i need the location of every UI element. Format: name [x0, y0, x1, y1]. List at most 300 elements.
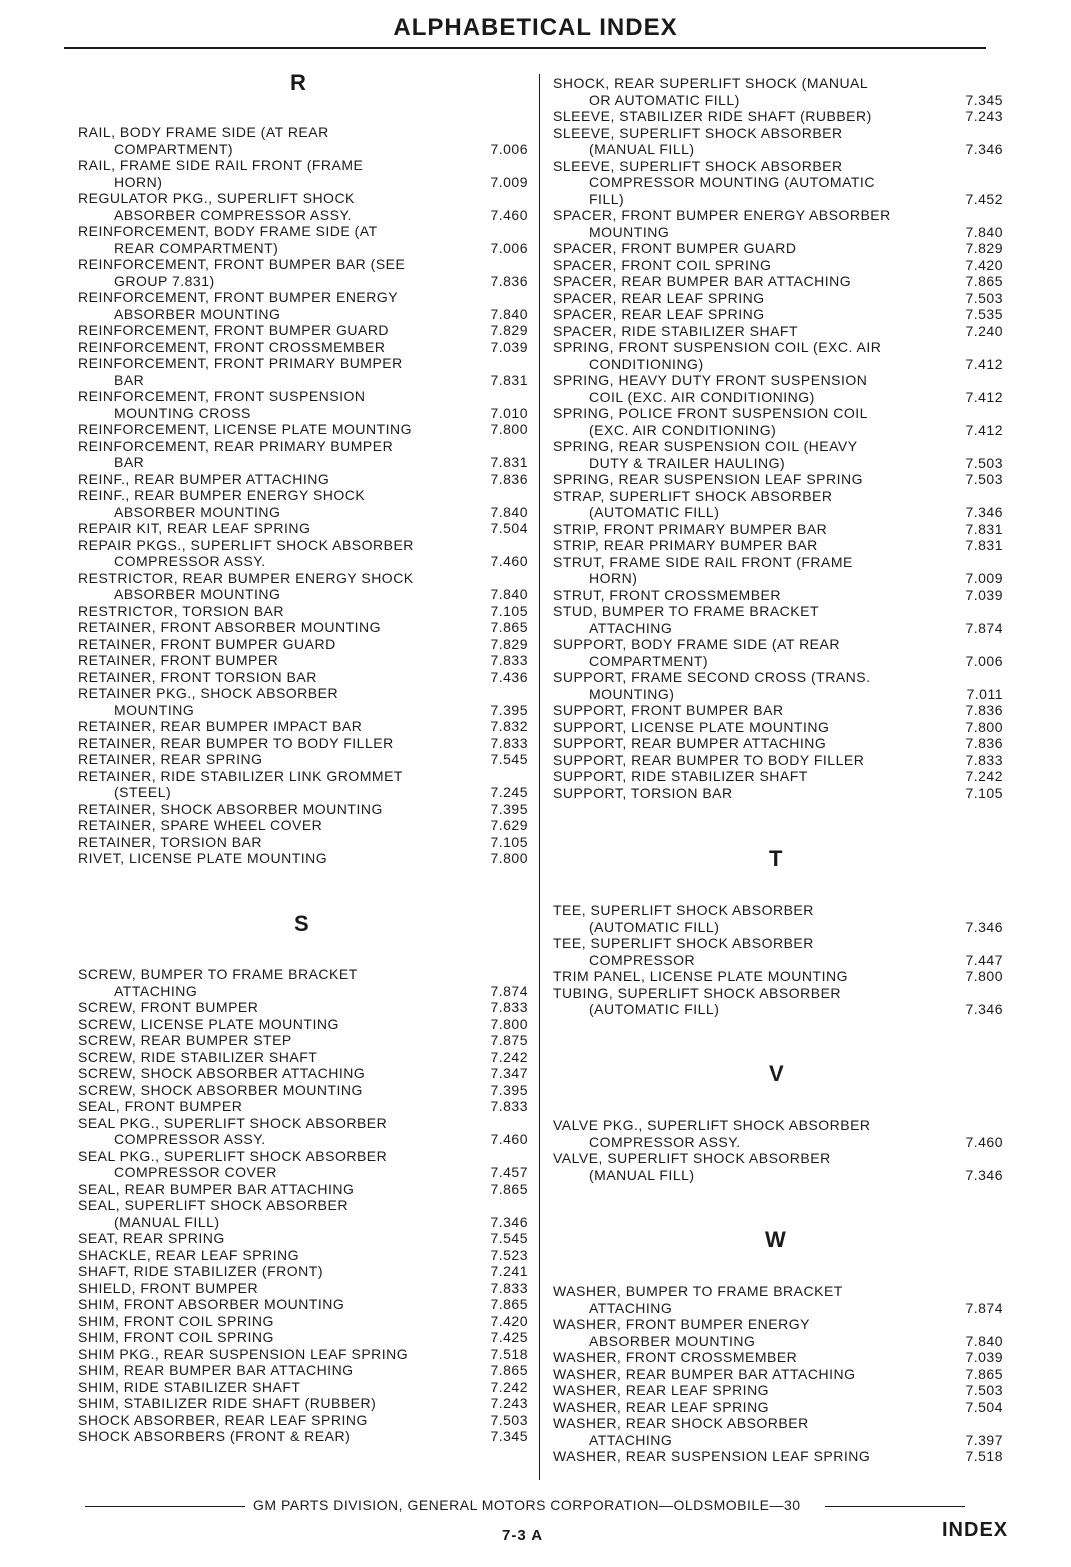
- title-rule: [64, 47, 986, 49]
- index-entry-text: SUPPORT, TORSION BAR: [553, 784, 733, 801]
- index-entry-line: [78, 966, 538, 983]
- index-page-number: 7.460: [490, 206, 528, 223]
- index-page-number: 7.800: [965, 968, 1003, 984]
- index-entry: [78, 1395, 538, 1412]
- index-entry-text: SPACER, REAR LEAF SPRING: [553, 306, 765, 322]
- index-entry-text: SHOCK ABSORBERS (FRONT & REAR): [78, 1428, 351, 1444]
- index-page-number: 7.105: [490, 833, 528, 850]
- index-entry: [78, 1296, 538, 1313]
- index-page-number: 7.523: [490, 1246, 528, 1263]
- index-page-number: 7.105: [965, 784, 1003, 801]
- index-entry-text: REINFORCEMENT, FRONT BUMPER ENERGY: [78, 289, 399, 305]
- index-entry-text: ATTACHING: [589, 619, 673, 636]
- index-entry-line: [553, 422, 1013, 439]
- index-entry-line: [78, 454, 538, 471]
- index-entry-text: FILL): [589, 190, 625, 207]
- index-entry-line: [553, 1167, 1013, 1184]
- index-entry: [553, 75, 1013, 108]
- index-entry-text: SLEEVE, STABILIZER RIDE SHAFT (RUBBER): [553, 108, 872, 124]
- index-entry-line: [78, 751, 538, 768]
- index-entry: [78, 355, 538, 388]
- index-page-number: 7.874: [965, 619, 1003, 636]
- index-entry-text: ATTACHING: [589, 1299, 673, 1316]
- index-entry: [78, 685, 538, 718]
- index-entry: [78, 636, 538, 653]
- index-entry: [78, 1049, 538, 1066]
- index-entry-text: RETAINER, FRONT BUMPER GUARD: [78, 635, 336, 652]
- index-entry: [553, 785, 1013, 802]
- index-page-number: 7.346: [490, 1213, 528, 1230]
- index-entry-text: REINFORCEMENT, FRONT SUSPENSION: [78, 388, 366, 404]
- index-entry-text: (MANUAL FILL): [589, 141, 695, 157]
- index-entry-line: [553, 653, 1013, 670]
- index-entry-line: [78, 652, 538, 669]
- index-page-number: 7.503: [965, 454, 1003, 471]
- index-page-number: 7.836: [490, 470, 528, 487]
- index-entry-line: [78, 999, 538, 1016]
- index-entry: [78, 1313, 538, 1330]
- index-entry-line: [553, 1448, 1013, 1465]
- index-page-number: 7.242: [490, 1378, 528, 1395]
- index-entry: [78, 817, 538, 834]
- index-entry: [553, 603, 1013, 636]
- index-entry: [78, 157, 538, 190]
- index-entry-line: [553, 158, 1013, 175]
- index-entry-text: SHIM, FRONT ABSORBER MOUNTING: [78, 1296, 345, 1312]
- index-entry-text: SUPPORT, RIDE STABILIZER SHAFT: [553, 768, 808, 784]
- index-entry-line: [78, 553, 538, 570]
- index-entry-line: [553, 985, 1013, 1002]
- index-entry: [553, 207, 1013, 240]
- index-entry: [78, 834, 538, 851]
- index-entry-line: [78, 190, 538, 207]
- footer-publisher: GM PARTS DIVISION, GENERAL MOTORS CORPORATION—OLDSMOBILE—30: [253, 1497, 801, 1513]
- index-entry: [553, 985, 1013, 1018]
- index-entry-line: [78, 537, 538, 554]
- index-page-number: 7.412: [965, 388, 1003, 405]
- index-entry-text: SCREW, LICENSE PLATE MOUNTING: [78, 1015, 339, 1032]
- index-entry-line: [553, 191, 1013, 208]
- index-entry-text: ABSORBER MOUNTING: [114, 305, 281, 322]
- index-entry: [553, 1283, 1013, 1316]
- page-number: 7-3 A: [502, 1527, 544, 1544]
- index-entry-line: [553, 935, 1013, 952]
- index-entry-text: RAIL, FRAME SIDE RAIL FRONT (FRAME: [78, 157, 364, 173]
- index-page-number: 7.833: [490, 652, 528, 668]
- index-entry-line: [553, 323, 1013, 340]
- index-entry-line: [553, 1366, 1013, 1383]
- index-entry: [78, 1346, 538, 1363]
- index-entry-text: RETAINER, SPARE WHEEL COVER: [78, 817, 323, 833]
- index-entry: [553, 902, 1013, 935]
- index-entry-text: (MANUAL FILL): [114, 1213, 220, 1230]
- footer-rule-right: [825, 1506, 965, 1507]
- index-page-number: 7.006: [490, 239, 528, 256]
- index-entry-line: [553, 620, 1013, 637]
- index-entry-text: SPACER, FRONT COIL SPRING: [553, 256, 772, 273]
- index-entry: [78, 603, 538, 620]
- index-entry-text: COIL (EXC. AIR CONDITIONING): [589, 388, 815, 405]
- index-entry-line: [78, 487, 538, 504]
- index-entry-text: SPACER, REAR BUMPER BAR ATTACHING: [553, 273, 852, 289]
- index-entry: [553, 1448, 1013, 1465]
- index-entry-text: BAR: [114, 454, 145, 470]
- index-entry: [78, 1098, 538, 1115]
- index-page-number: 7.865: [490, 619, 528, 635]
- index-entry: [78, 1428, 538, 1445]
- index-entry-line: [553, 570, 1013, 587]
- index-entry-text: REAR COMPARTMENT): [114, 239, 279, 256]
- index-page-number: 7.800: [490, 1015, 528, 1032]
- index-entry: [78, 768, 538, 801]
- index-page-number: 7.039: [965, 586, 1003, 603]
- index-entry-text: SUPPORT, REAR BUMPER TO BODY FILLER: [553, 751, 865, 768]
- index-entry-text: ABSORBER MOUNTING: [589, 1332, 756, 1349]
- index-page-number: 7.865: [965, 273, 1003, 289]
- index-entry-text: VALVE, SUPERLIFT SHOCK ABSORBER: [553, 1150, 831, 1166]
- index-entry: [78, 1181, 538, 1198]
- index-entry-line: [553, 702, 1013, 719]
- index-entry-line: [78, 1098, 538, 1115]
- index-entry-text: WASHER, REAR LEAF SPRING: [553, 1382, 770, 1398]
- index-page-number: 7.829: [965, 240, 1003, 256]
- index-page-number: 7.833: [490, 1098, 528, 1114]
- index-page-number: 7.545: [490, 751, 528, 767]
- index-entry: [78, 1032, 538, 1049]
- index-entry-line: [78, 834, 538, 851]
- index-entry-line: [78, 636, 538, 653]
- index-entry-line: [553, 141, 1013, 158]
- index-entry: [553, 1150, 1013, 1183]
- index-entry-text: SPRING, HEAVY DUTY FRONT SUSPENSION: [553, 372, 868, 388]
- index-entry-line: [553, 372, 1013, 389]
- index-entry-text: COMPRESSOR ASSY.: [114, 1131, 266, 1147]
- index-entry-text: RETAINER, FRONT TORSION BAR: [78, 668, 317, 685]
- index-entry: [553, 240, 1013, 257]
- index-entry-text: REINF., REAR BUMPER ATTACHING: [78, 470, 330, 487]
- index-entry-line: [78, 1362, 538, 1379]
- index-page-number: 7.395: [490, 701, 528, 718]
- index-page-number: 7.397: [965, 1431, 1003, 1448]
- index-entry-text: ABSORBER MOUNTING: [114, 586, 281, 602]
- index-entry: [78, 339, 538, 356]
- index-entry: [78, 471, 538, 488]
- index-entry-text: STRUT, FRAME SIDE RAIL FRONT (FRAME: [553, 553, 853, 570]
- index-entry-line: [78, 157, 538, 174]
- index-entry: [553, 158, 1013, 208]
- index-entry-line: [78, 702, 538, 719]
- index-entry: [78, 1247, 538, 1264]
- index-entry-text: SLEEVE, SUPERLIFT SHOCK ABSORBER: [553, 124, 843, 141]
- index-entry: [553, 752, 1013, 769]
- index-entry-line: [553, 92, 1013, 109]
- index-page-number: 7.447: [965, 951, 1003, 968]
- index-entry-line: [553, 1432, 1013, 1449]
- index-entry-text: SHOCK, REAR SUPERLIFT SHOCK (MANUAL: [553, 75, 869, 91]
- index-entry: [78, 322, 538, 339]
- index-entry-line: [78, 240, 538, 257]
- index-page-number: 7.395: [490, 800, 528, 817]
- index-entry-line: [78, 273, 538, 290]
- index-entry-line: [553, 1283, 1013, 1300]
- index-page-number: 7.243: [965, 108, 1003, 124]
- index-entry-text: SCREW, RIDE STABILIZER SHAFT: [78, 1048, 318, 1065]
- index-entry-text: STRIP, FRONT PRIMARY BUMPER BAR: [553, 520, 828, 537]
- index-entry-line: [78, 223, 538, 240]
- index-entry: [78, 1329, 538, 1346]
- index-page-number: 7.105: [490, 602, 528, 619]
- index-entry-text: SCREW, FRONT BUMPER: [78, 999, 259, 1015]
- index-entry-text: COMPRESSOR ASSY.: [114, 553, 266, 569]
- index-page-number: 7.346: [965, 1001, 1003, 1017]
- index-page-number: 7.629: [490, 817, 528, 833]
- index-entry-text: SEAT, REAR SPRING: [78, 1230, 225, 1246]
- index-entry-line: [553, 686, 1013, 703]
- index-entry-line: [78, 471, 538, 488]
- index-entry: [78, 735, 538, 752]
- index-entry-text: MOUNTING: [589, 223, 670, 240]
- index-entry: [553, 372, 1013, 405]
- index-entry-line: [553, 488, 1013, 505]
- index-entry-text: SEAL, FRONT BUMPER: [78, 1098, 243, 1114]
- index-entry-line: [553, 537, 1013, 554]
- index-entry: [553, 323, 1013, 340]
- index-page-number: 7.836: [490, 272, 528, 289]
- index-entry: [78, 190, 538, 223]
- index-entry-text: SPRING, REAR SUSPENSION LEAF SPRING: [553, 471, 864, 487]
- index-page-number: 7.875: [490, 1032, 528, 1048]
- index-entry-text: CONDITIONING): [589, 355, 704, 372]
- index-entry-line: [78, 1263, 538, 1280]
- index-page-number: 7.800: [965, 718, 1003, 735]
- index-entry: [78, 1148, 538, 1181]
- index-entry-line: [78, 983, 538, 1000]
- index-entry-line: [553, 1300, 1013, 1317]
- index-entry-line: [78, 718, 538, 735]
- index-entry-line: [553, 521, 1013, 538]
- index-page-number: 7.504: [490, 520, 528, 536]
- index-entry-text: SHOCK ABSORBER, REAR LEAF SPRING: [78, 1411, 368, 1428]
- index-page-number: 7.347: [490, 1065, 528, 1081]
- index-entry-text: COMPARTMENT): [114, 140, 234, 157]
- index-entry-text: RESTRICTOR, TORSION BAR: [78, 602, 284, 619]
- index-entry-text: SHACKLE, REAR LEAF SPRING: [78, 1246, 300, 1263]
- index-page-number: 7.346: [965, 504, 1003, 520]
- index-entry-text: STRAP, SUPERLIFT SHOCK ABSORBER: [553, 487, 833, 504]
- index-entry-line: [78, 1296, 538, 1313]
- index-entry-line: [78, 1379, 538, 1396]
- index-page-number: 7.833: [490, 734, 528, 751]
- index-entry-line: [553, 108, 1013, 125]
- index-entry: [78, 1263, 538, 1280]
- index-entry-text: SEAL, SUPERLIFT SHOCK ABSORBER: [78, 1197, 348, 1213]
- index-entry: [553, 968, 1013, 985]
- index-entry-text: RETAINER, REAR BUMPER IMPACT BAR: [78, 718, 363, 734]
- index-entry-line: [553, 752, 1013, 769]
- index-entry-line: [78, 207, 538, 224]
- index-entry: [553, 636, 1013, 669]
- index-entry-line: [78, 1313, 538, 1330]
- index-page-number: 7.840: [965, 1332, 1003, 1349]
- index-entry-line: [78, 735, 538, 752]
- index-entry-line: [78, 256, 538, 273]
- index-entry-line: [78, 1247, 538, 1264]
- index-entry-line: [78, 1197, 538, 1214]
- index-entry-text: SHIM PKG., REAR SUSPENSION LEAF SPRING: [78, 1345, 409, 1362]
- index-entry: [553, 719, 1013, 736]
- index-entry-text: SPRING, FRONT SUSPENSION COIL (EXC. AIR: [553, 339, 882, 355]
- index-entry-text: REPAIR PKGS., SUPERLIFT SHOCK ABSORBER: [78, 536, 414, 553]
- index-entry-text: RETAINER, FRONT ABSORBER MOUNTING: [78, 619, 382, 635]
- index-page-number: 7.395: [490, 1081, 528, 1098]
- index-entry-line: [553, 1134, 1013, 1151]
- index-page-number: 7.006: [965, 652, 1003, 669]
- index-entry: [78, 850, 538, 867]
- index-entry-text: SPACER, FRONT BUMPER GUARD: [553, 240, 797, 256]
- index-entry-text: REINFORCEMENT, FRONT CROSSMEMBER: [78, 338, 386, 355]
- index-entry-line: [553, 504, 1013, 521]
- index-entry-line: [78, 1148, 538, 1165]
- index-entry: [78, 801, 538, 818]
- index-page-number: 7.831: [965, 520, 1003, 537]
- index-entry-text: COMPRESSOR ASSY.: [589, 1133, 741, 1150]
- index-entry-text: SPACER, REAR LEAF SPRING: [553, 289, 765, 306]
- index-entry: [78, 537, 538, 570]
- index-entry-text: ABSORBER COMPRESSOR ASSY.: [114, 206, 352, 223]
- index-entry-text: SEAL, REAR BUMPER BAR ATTACHING: [78, 1180, 355, 1197]
- index-entry-text: SUPPORT, FRONT BUMPER BAR: [553, 702, 784, 718]
- index-entry-line: [553, 719, 1013, 736]
- index-entry-line: [553, 75, 1013, 92]
- index-entry: [553, 339, 1013, 372]
- index-page-number: 7.518: [965, 1448, 1003, 1464]
- index-entry-line: [553, 919, 1013, 936]
- index-entry: [78, 619, 538, 636]
- index-page-number: 7.006: [490, 140, 528, 157]
- index-entry-text: ATTACHING: [589, 1431, 673, 1448]
- index-entry: [78, 1362, 538, 1379]
- index-page-number: 7.457: [490, 1164, 528, 1180]
- index-page-number: 7.518: [490, 1345, 528, 1362]
- index-entry-text: REINFORCEMENT, FRONT BUMPER BAR (SEE: [78, 256, 406, 272]
- index-entry-line: [553, 1316, 1013, 1333]
- index-page-number: 7.345: [490, 1428, 528, 1444]
- index-entry-text: GROUP 7.831): [114, 272, 215, 289]
- index-entry-text: RESTRICTOR, REAR BUMPER ENERGY SHOCK: [78, 569, 414, 586]
- index-entry-text: RETAINER, SHOCK ABSORBER MOUNTING: [78, 800, 383, 817]
- index-entry-line: [553, 455, 1013, 472]
- index-page-number: 7.833: [490, 999, 528, 1015]
- index-entry-line: [78, 1230, 538, 1247]
- index-entry-line: [553, 1117, 1013, 1134]
- index-entry-text: REINFORCEMENT, BODY FRAME SIDE (AT: [78, 223, 378, 239]
- index-page-number: 7.865: [490, 1296, 528, 1312]
- index-entry-line: [78, 124, 538, 141]
- index-page-number: 7.836: [965, 735, 1003, 751]
- index-page-number: 7.503: [965, 471, 1003, 487]
- index-page-number: 7.840: [965, 223, 1003, 240]
- index-entry-line: [553, 1150, 1013, 1167]
- index-entry: [553, 554, 1013, 587]
- index-entry-text: BAR: [114, 371, 145, 388]
- page-title: ALPHABETICAL INDEX: [393, 14, 678, 41]
- index-page-number: 7.840: [490, 503, 528, 520]
- index-entry-line: [553, 669, 1013, 686]
- index-entry-line: [78, 504, 538, 521]
- index-page-number: 7.039: [965, 1349, 1003, 1365]
- index-entry-line: [78, 619, 538, 636]
- index-entry-line: [553, 405, 1013, 422]
- index-entry: [78, 289, 538, 322]
- index-entry-text: (EXC. AIR CONDITIONING): [589, 421, 777, 438]
- index-page-number: 7.800: [490, 850, 528, 866]
- index-page-number: 7.243: [490, 1395, 528, 1411]
- index-entry-text: REINFORCEMENT, LICENSE PLATE MOUNTING: [78, 421, 413, 437]
- index-entry-text: RETAINER PKG., SHOCK ABSORBER: [78, 685, 339, 701]
- index-entry-text: REINFORCEMENT, FRONT BUMPER GUARD: [78, 322, 390, 338]
- index-entry-line: [78, 1016, 538, 1033]
- index-entry-line: [78, 289, 538, 306]
- index-entry: [553, 257, 1013, 274]
- index-entry: [78, 1379, 538, 1396]
- footer-rule-left: [85, 1506, 245, 1507]
- index-entry-line: [553, 1333, 1013, 1350]
- index-entry-text: ATTACHING: [114, 982, 198, 999]
- index-page-number: 7.832: [490, 718, 528, 734]
- index-entry-text: SPRING, REAR SUSPENSION COIL (HEAVY: [553, 438, 858, 454]
- index-entry-line: [78, 1131, 538, 1148]
- index-entry: [78, 1412, 538, 1429]
- index-entry-line: [553, 554, 1013, 571]
- index-entry-line: [78, 1280, 538, 1297]
- index-entry-line: [553, 438, 1013, 455]
- index-entry-text: SHIM, REAR BUMPER BAR ATTACHING: [78, 1362, 354, 1378]
- index-entry-line: [553, 257, 1013, 274]
- index-entry: [553, 735, 1013, 752]
- index-entry: [78, 388, 538, 421]
- index-entry-line: [78, 1082, 538, 1099]
- index-entry: [78, 1016, 538, 1033]
- index-page-number: 7.346: [965, 1166, 1003, 1183]
- index-entry-line: [553, 471, 1013, 488]
- index-entry: [78, 438, 538, 471]
- index-entry-text: SHIM, FRONT COIL SPRING: [78, 1329, 274, 1345]
- index-entry-line: [78, 1065, 538, 1082]
- index-entry-text: RIVET, LICENSE PLATE MOUNTING: [78, 850, 328, 866]
- index-page-number: 7.460: [965, 1133, 1003, 1150]
- index-entry-line: [78, 141, 538, 158]
- index-page-number: 7.011: [966, 685, 1003, 702]
- index-page-number: 7.829: [490, 635, 528, 652]
- index-entry: [78, 1280, 538, 1297]
- index-entry-text: RAIL, BODY FRAME SIDE (AT REAR: [78, 124, 329, 140]
- index-entry-line: [78, 339, 538, 356]
- index-entry-text: COMPRESSOR: [589, 951, 696, 968]
- index-page-number: 7.009: [965, 570, 1003, 586]
- index-entry-text: SHIELD, FRONT BUMPER: [78, 1279, 259, 1296]
- index-page-number: 7.504: [965, 1398, 1003, 1415]
- index-entry-text: COMPRESSOR MOUNTING (AUTOMATIC: [589, 174, 875, 190]
- index-page-number: 7.345: [965, 91, 1003, 108]
- index-entry: [78, 999, 538, 1016]
- index-entry-text: REPAIR KIT, REAR LEAF SPRING: [78, 520, 311, 536]
- index-page-number: 7.242: [490, 1048, 528, 1065]
- index-entry-line: [78, 603, 538, 620]
- letter-heading-v: V: [769, 1061, 784, 1086]
- index-page-number: 7.436: [490, 668, 528, 685]
- index-entry-text: HORN): [114, 173, 163, 190]
- index-entry-text: (AUTOMATIC FILL): [589, 918, 720, 935]
